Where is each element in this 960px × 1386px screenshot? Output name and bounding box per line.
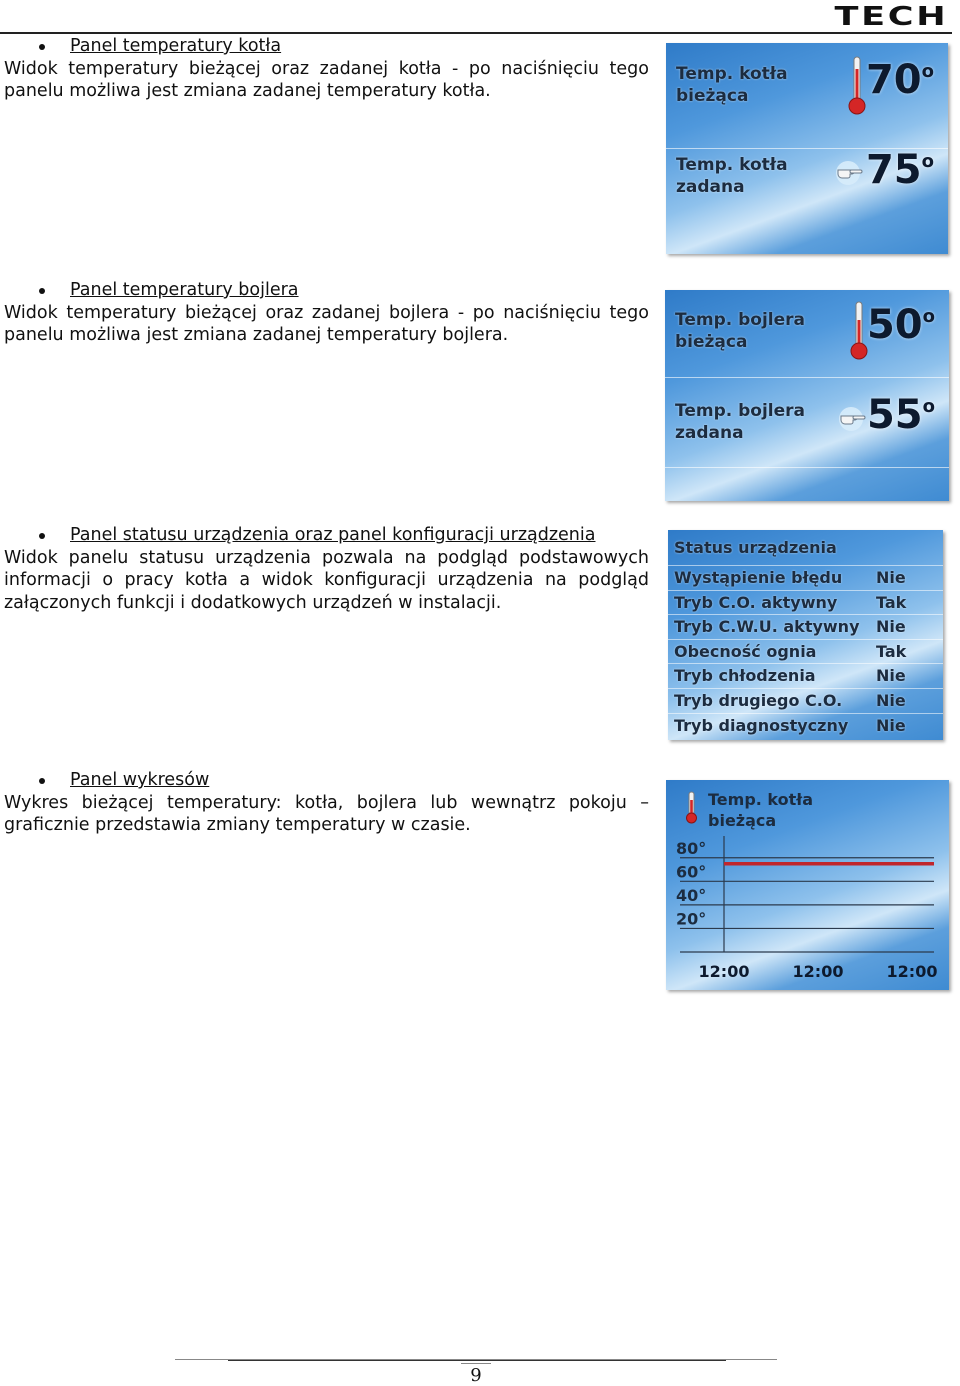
boiler-current-value <box>866 57 934 103</box>
section-body: Widok temperatury bieżącej oraz zadanej kotła - po naciśnięciu tego panelu możliwa jest zmiana zadanej temperatury kotła. <box>4 58 649 101</box>
section-water-temp <box>4 279 649 347</box>
boiler-set-value[interactable] <box>866 147 934 193</box>
y-tick-label: 20° <box>676 909 707 929</box>
section-title <box>4 769 649 792</box>
status-key: Tryb C.W.U. aktywny <box>674 617 860 637</box>
status-row <box>668 565 943 591</box>
water-current-value <box>867 302 935 348</box>
section-body: Widok panelu statusu urządzenia pozwala na podgląd podstawowych informacji o pracy kotła a widok konfiguracji urządzenia na podgląd załączonych funkcji i dodatkowych urządzeń w instalacji. <box>4 547 649 613</box>
water-set-number: 55 <box>866 392 923 438</box>
status-value: Nie <box>876 617 906 637</box>
chart-panel[interactable] <box>666 780 949 990</box>
water-set-value[interactable] <box>867 392 935 438</box>
water-current-number: 50 <box>866 302 923 348</box>
degree-mark: o <box>921 151 934 172</box>
device-status-panel[interactable] <box>668 530 943 740</box>
page-number: 9 <box>470 1365 482 1386</box>
x-tick-label: 12:00 <box>886 962 938 981</box>
section-title <box>4 524 649 547</box>
boiler-current-label: Temp. kotła bieżąca <box>676 64 788 106</box>
section-title-text: Panel wykresów <box>70 770 210 790</box>
water-set-row[interactable] <box>665 377 949 468</box>
tech-logo: TECH <box>834 2 948 32</box>
pointing-hand-icon <box>837 406 869 432</box>
pointing-hand-icon <box>834 160 866 186</box>
status-panel-title: Status urządzenia <box>674 538 837 557</box>
section-body: Wykres bieżącej temperatury: kotła, bojlera lub wewnątrz pokoju – graficznie przedstawia zmiany temperatury w czasie. <box>4 792 649 835</box>
boiler-current-number: 70 <box>865 57 922 103</box>
status-value: Tak <box>876 592 907 612</box>
water-set-label: Temp. bojlera zadana <box>675 401 806 443</box>
status-value: Nie <box>876 666 906 686</box>
section-title-text: Panel statusu urządzenia oraz panel konfiguracji urządzenia <box>70 525 596 545</box>
chart-thermometer-icon <box>687 792 697 823</box>
degree-mark: o <box>921 61 934 82</box>
status-key: Wystąpienie błędu <box>674 568 843 587</box>
section-status <box>4 524 649 614</box>
section-title-text: Panel temperatury bojlera <box>70 280 299 300</box>
page-number-rule <box>461 1363 491 1364</box>
section-charts <box>4 769 649 837</box>
boiler-set-number: 75 <box>865 147 922 193</box>
status-value: Tak <box>876 641 907 661</box>
degree-mark: o <box>922 306 935 327</box>
water-current-label: Temp. bojlera bieżąca <box>675 310 806 352</box>
status-value: Nie <box>876 715 906 735</box>
water-current-row <box>665 290 949 377</box>
y-tick-label: 60° <box>676 862 707 882</box>
boiler-set-label: Temp. kotła zadana <box>676 155 788 197</box>
status-key: Obecność ognia <box>674 641 817 661</box>
x-tick-label: 12:00 <box>792 962 844 981</box>
footer-rule <box>228 1360 726 1361</box>
x-tick-label: 12:00 <box>698 962 750 981</box>
status-row <box>668 590 943 616</box>
y-tick-label: 40° <box>676 885 707 905</box>
status-key: Tryb diagnostyczny <box>674 715 849 735</box>
status-value: Nie <box>876 568 906 587</box>
temperature-chart <box>666 780 949 990</box>
status-row <box>668 639 943 665</box>
degree-mark: o <box>922 396 935 417</box>
chart-title-line: bieżąca <box>708 811 777 830</box>
section-body: Widok temperatury bieżącej oraz zadanej bojlera - po naciśnięciu tego panelu możliwa jest zmiana zadanej temperatury bojlera. <box>4 302 649 345</box>
boiler-temp-panel[interactable] <box>666 43 948 254</box>
status-row <box>668 663 943 689</box>
status-row <box>668 614 943 640</box>
water-panel-spacer <box>665 467 949 501</box>
chart-title-line: Temp. kotła <box>708 790 813 809</box>
boiler-current-row <box>666 43 948 148</box>
section-boiler-temp <box>4 35 649 103</box>
section-title <box>4 279 649 302</box>
section-title-text: Panel temperatury kotła <box>70 36 282 56</box>
thermometer-icon <box>846 55 868 117</box>
boiler-set-row[interactable] <box>666 148 948 254</box>
y-tick-label: 80° <box>676 838 707 858</box>
section-title <box>4 35 649 58</box>
water-temp-panel[interactable] <box>665 290 949 501</box>
header-rule <box>0 32 952 34</box>
status-key: Tryb drugiego C.O. <box>674 691 843 710</box>
status-row <box>668 713 943 739</box>
status-value: Nie <box>876 691 906 710</box>
status-key: Tryb C.O. aktywny <box>674 592 838 612</box>
status-key: Tryb chłodzenia <box>674 666 816 686</box>
status-row <box>668 688 943 714</box>
